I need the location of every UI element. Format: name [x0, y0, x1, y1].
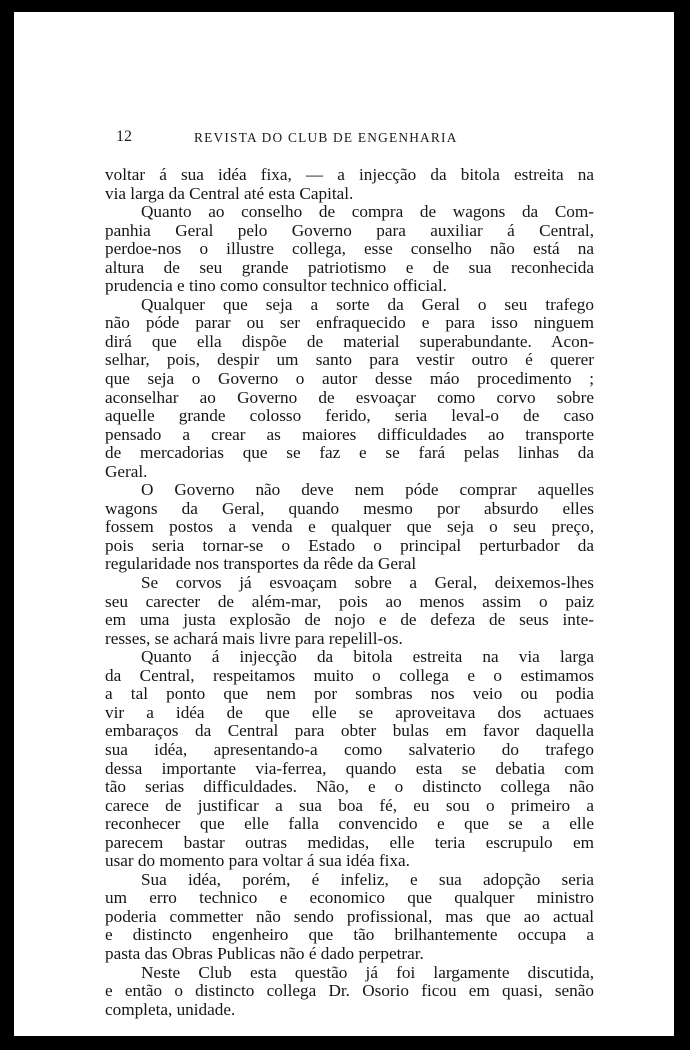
- text-line: que seja o Governo o autor desse máo procedimento ;: [105, 369, 594, 389]
- text-line: e distincto engenheiro que tão brilhantemente occupa a: [105, 925, 594, 945]
- text-line: dessa importante via-ferrea, quando esta se debatia com: [105, 758, 594, 778]
- paragraph: [105, 574, 594, 648]
- text-line: aquelle grande colosso ferido, seria leval-o de caso: [105, 406, 594, 426]
- text-line: perdoe-nos o illustre collega, esse conselho não está na: [105, 239, 594, 259]
- text-line: Sua idéa, porém, é infeliz, e sua adopção seria: [141, 869, 594, 889]
- text-line: dirá que ella dispõe de material superabundante. Acon-: [105, 331, 594, 351]
- text-line: reconhecer que elle falla convencido e que se a elle: [105, 814, 594, 834]
- text-line: Neste Club esta questão já foi largamente discutida,: [141, 962, 594, 982]
- text-line: da Central, respeitamos muito o collega e o estimamos: [105, 665, 594, 685]
- paragraph: [105, 481, 594, 574]
- text-line: seu carecter de além-mar, pois ao menos assim o paiz: [105, 591, 594, 611]
- text-line: embaraços da Central para obter bulas em favor daquella: [105, 721, 594, 741]
- body-text: [105, 166, 594, 1019]
- running-title: REVISTA DO CLUB DE ENGENHARIA: [194, 130, 458, 145]
- text-line: tão serias difficuldades. Não, e o distincto collega não: [105, 777, 594, 797]
- text-line: Quanto ao conselho de compra de wagons da Com-: [141, 202, 594, 222]
- text-line: wagons da Geral, quando mesmo por absurdo elles: [105, 498, 594, 518]
- text-line: usar do momento para voltar á sua idéa fixa.: [105, 851, 410, 871]
- text-line: fossem postos a venda e qualquer que seja o seu preço,: [105, 517, 594, 537]
- text-line: regularidade nos transportes da rêde da Geral: [105, 554, 417, 574]
- text-line: panhia Geral pelo Governo para auxiliar á Central,: [105, 220, 594, 240]
- paragraph: [105, 648, 594, 871]
- text-line: pasta das Obras Publicas não é dado perpetrar.: [105, 943, 424, 963]
- text-line: de mercadorias que se faz e se fará pelas linhas da: [105, 443, 594, 463]
- text-line: selhar, pois, despir um santo para vestir outro é querer: [105, 350, 594, 370]
- text-line: pois seria tornar-se o Estado o principal perturbador da: [105, 535, 594, 555]
- text-line: parecem bastar outras medidas, elle teria escrupulo em: [105, 832, 594, 852]
- text-line: O Governo não deve nem póde comprar aquelles: [141, 480, 594, 500]
- text-line: poderia commetter não sendo profissional, mas que ao actual: [105, 906, 594, 926]
- page-number: 12: [116, 128, 132, 145]
- text-line: completa, unidade.: [105, 999, 236, 1019]
- text-line: vir a idéa de que elle se aproveitava dos actuaes: [105, 702, 594, 722]
- text-line: voltar á sua idéa fixa, — a injecção da bitola estreita na: [105, 165, 594, 184]
- paragraph: [105, 871, 594, 964]
- text-line: aconselhar ao Governo de esvoaçar como corvo sobre: [105, 387, 594, 407]
- paragraph: [105, 964, 594, 1020]
- text-line: carece de justificar a sua boa fé, eu sou o primeiro a: [105, 795, 594, 815]
- text-line: pensado a crear as maiores difficuldades ao transporte: [105, 424, 594, 444]
- text-line: altura de seu grande patriotismo e de sua reconhecida: [105, 257, 594, 277]
- text-line: sua idéa, apresentando-a como salvaterio do trafego: [105, 739, 594, 759]
- text-line: Qualquer que seja a sorte da Geral o seu trafego: [141, 294, 594, 314]
- text-line: e então o distincto collega Dr. Osorio ficou em quasi, senão: [105, 981, 594, 1001]
- text-line: resses, se achará mais livre para repelill-os.: [105, 628, 403, 648]
- text-line: prudencia e tino como consultor technico official.: [105, 276, 447, 296]
- text-line: Quanto á injecção da bitola estreita na via larga: [141, 647, 594, 667]
- text-line: Se corvos já esvoaçam sobre a Geral, deixemos-lhes: [141, 573, 594, 593]
- text-line: um erro technico e economico que qualquer ministro: [105, 888, 594, 908]
- text-line: Geral.: [105, 461, 148, 481]
- text-line: em uma justa explosão de nojo e de defeza de seus inte-: [105, 610, 594, 630]
- paragraph: [105, 296, 594, 481]
- page-header: [104, 128, 604, 152]
- text-line: a tal ponto que nem por sombras nos veio ou podia: [105, 684, 594, 704]
- paragraph: [105, 203, 594, 296]
- text-line: não póde parar ou ser enfraquecido e para isso ninguem: [105, 313, 594, 333]
- text-line: via larga da Central até esta Capital.: [105, 183, 354, 203]
- document-page: [14, 12, 674, 1036]
- paragraph: [105, 166, 594, 203]
